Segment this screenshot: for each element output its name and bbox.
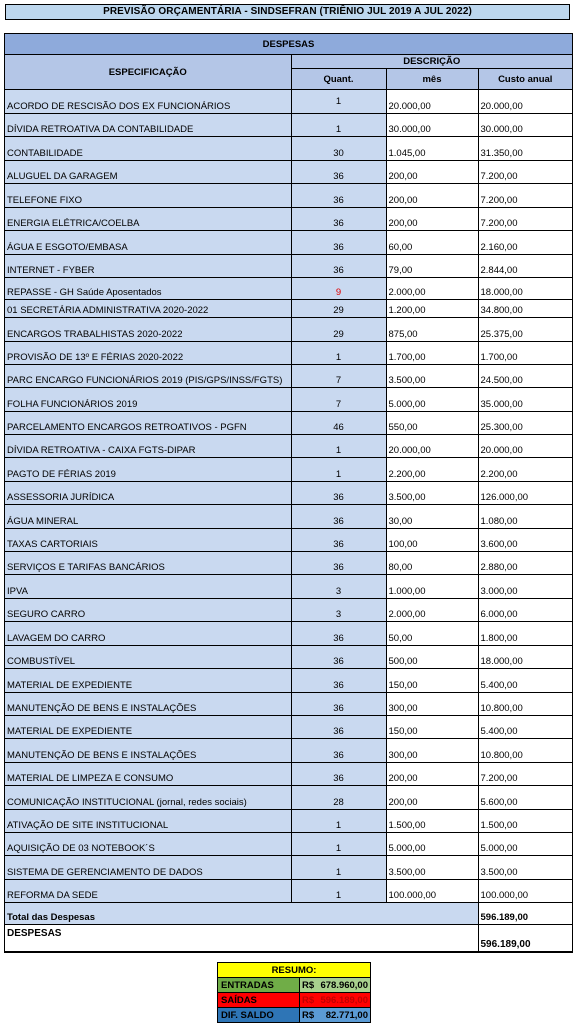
cell-mes: 100,00 [386,529,478,552]
cell-mes: 200,00 [386,763,478,786]
total-value: 596.189,00 [478,903,572,925]
cell-especificacao: LAVAGEM DO CARRO [5,622,291,646]
cell-custo-anual: 18.000,00 [478,278,572,300]
cell-quant: 36 [291,763,386,786]
cell-quant: 3 [291,575,386,599]
cell-quant: 29 [291,300,386,318]
cell-especificacao: COMBUSTÍVEL [5,646,291,669]
table-row [5,255,572,278]
col-header-custo: Custo anual [478,69,572,90]
cell-especificacao: AQUISIÇÃO DE 03 NOTEBOOK´S [5,833,291,856]
cell-custo-anual: 18.000,00 [478,646,572,669]
table-row [5,786,572,810]
expenses-table [4,33,573,953]
cell-custo-anual: 3.000,00 [478,575,572,599]
cell-especificacao: ASSESSORIA JURÍDICA [5,482,291,505]
table-row [5,318,572,342]
final-value: 596.189,00 [478,925,572,952]
cell-especificacao: TAXAS CARTORIAIS [5,529,291,552]
cell-especificacao: INTERNET - FYBER [5,255,291,278]
cell-mes: 3.500,00 [386,365,478,388]
table-row [5,184,572,208]
cell-mes: 20.000,00 [386,435,478,458]
table-row [5,693,572,716]
cell-quant: 36 [291,739,386,763]
cell-custo-anual: 1.700,00 [478,342,572,365]
cell-especificacao: MATERIAL DE LIMPEZA E CONSUMO [5,763,291,786]
cell-especificacao: ALUGUEL DA GARAGEM [5,161,291,184]
table-row [5,739,572,763]
cell-especificacao: PARCELAMENTO ENCARGOS RETROATIVOS - PGFN [5,412,291,435]
final-label: DESPESAS [5,925,478,952]
cell-mes: 3.500,00 [386,856,478,880]
table-row [5,599,572,622]
cell-mes: 1.500,00 [386,810,478,833]
table-row [5,231,572,255]
col-header-quant: Quant. [291,69,386,90]
cell-quant: 1 [291,833,386,856]
col-header-descricao: DESCRIÇÃO [291,55,572,69]
cell-custo-anual: 5.400,00 [478,716,572,739]
cell-mes: 5.000,00 [386,388,478,412]
cell-especificacao: ACORDO DE RESCISÃO DOS EX FUNCIONÁRIOS [5,90,291,114]
cell-mes: 20.000,00 [386,90,478,114]
cell-quant: 36 [291,716,386,739]
cell-mes: 50,00 [386,622,478,646]
cell-quant: 36 [291,622,386,646]
cell-quant: 36 [291,669,386,693]
cell-custo-anual: 1.500,00 [478,810,572,833]
table-row [5,114,572,137]
cell-custo-anual: 24.500,00 [478,365,572,388]
cell-custo-anual: 7.200,00 [478,763,572,786]
table-row [5,278,572,300]
cell-mes: 300,00 [386,693,478,716]
cell-especificacao: FOLHA FUNCIONÁRIOS 2019 [5,388,291,412]
cell-quant: 1 [291,856,386,880]
cell-mes: 1.700,00 [386,342,478,365]
entradas-currency: R$ [302,979,315,991]
cell-mes: 875,00 [386,318,478,342]
cell-mes: 500,00 [386,646,478,669]
cell-especificacao: IPVA [5,575,291,599]
cell-custo-anual: 2.880,00 [478,552,572,575]
cell-quant: 36 [291,505,386,529]
table-row [5,90,572,114]
cell-mes: 30,00 [386,505,478,529]
cell-quant: 1 [291,880,386,903]
table-row [5,365,572,388]
table-row [5,208,572,231]
cell-especificacao: SISTEMA DE GERENCIAMENTO DE DADOS [5,856,291,880]
cell-mes: 150,00 [386,669,478,693]
table-row [5,529,572,552]
cell-custo-anual: 5.000,00 [478,833,572,856]
cell-custo-anual: 7.200,00 [478,208,572,231]
table-row [5,137,572,161]
cell-mes: 80,00 [386,552,478,575]
table-row [5,342,572,365]
cell-quant: 28 [291,786,386,810]
summary-row-entradas [218,978,370,993]
cell-especificacao: MATERIAL DE EXPEDIENTE [5,716,291,739]
cell-especificacao: DÍVIDA RETROATIVA - CAIXA FGTS-DIPAR [5,435,291,458]
cell-quant: 46 [291,412,386,435]
saldo-currency: R$ [302,1009,315,1021]
cell-quant: 29 [291,318,386,342]
cell-quant: 7 [291,365,386,388]
cell-quant: 7 [291,388,386,412]
cell-custo-anual: 10.800,00 [478,693,572,716]
cell-custo-anual: 5.600,00 [478,786,572,810]
cell-custo-anual: 2.160,00 [478,231,572,255]
cell-mes: 30.000,00 [386,114,478,137]
table-row [5,763,572,786]
cell-custo-anual: 20.000,00 [478,90,572,114]
cell-especificacao: SEGURO CARRO [5,599,291,622]
cell-custo-anual: 30.000,00 [478,114,572,137]
cell-especificacao: PAGTO DE FÉRIAS 2019 [5,458,291,482]
cell-custo-anual: 7.200,00 [478,161,572,184]
cell-mes: 1.200,00 [386,300,478,318]
col-header-mes: mês [386,69,478,90]
table-row [5,669,572,693]
cell-custo-anual: 10.800,00 [478,739,572,763]
entradas-label: ENTRADAS [218,978,300,992]
cell-mes: 5.000,00 [386,833,478,856]
cell-custo-anual: 7.200,00 [478,184,572,208]
summary-row-saldo [218,1008,370,1022]
cell-mes: 1.000,00 [386,575,478,599]
cell-especificacao: MANUTENÇÃO DE BENS E INSTALAÇÕES [5,693,291,716]
saidas-currency: R$ [302,994,315,1006]
table-row [5,458,572,482]
page-title: PREVISÃO ORÇAMENTÁRIA - SINDSEFRAN (TRIÊNIO JUL 2019 A JUL 2022) [5,4,570,20]
cell-especificacao: REPASSE - GH Saúde Aposentados [5,278,291,300]
cell-mes: 100.000,00 [386,880,478,903]
saldo-label: DIF. SALDO [218,1008,300,1022]
cell-quant: 36 [291,529,386,552]
cell-especificacao: PARC ENCARGO FUNCIONÁRIOS 2019 (PIS/GPS/INSS/FGTS) [5,365,291,388]
cell-quant: 36 [291,184,386,208]
cell-mes: 3.500,00 [386,482,478,505]
cell-custo-anual: 100.000,00 [478,880,572,903]
cell-custo-anual: 6.000,00 [478,599,572,622]
cell-quant: 36 [291,482,386,505]
cell-especificacao: DÍVIDA RETROATIVA DA CONTABILIDADE [5,114,291,137]
cell-mes: 2.200,00 [386,458,478,482]
cell-quant: 3 [291,599,386,622]
table-row [5,646,572,669]
cell-custo-anual: 2.200,00 [478,458,572,482]
saldo-value: 82.771,00 [325,1009,368,1021]
cell-especificacao: 01 SECRETÁRIA ADMINISTRATIVA 2020-2022 [5,300,291,318]
cell-custo-anual: 126.000,00 [478,482,572,505]
cell-especificacao: COMUNICAÇÃO INSTITUCIONAL (jornal, redes sociais) [5,786,291,810]
cell-mes: 200,00 [386,161,478,184]
cell-especificacao: ATIVAÇÃO DE SITE INSTITUCIONAL [5,810,291,833]
cell-custo-anual: 31.350,00 [478,137,572,161]
cell-especificacao: PROVISÃO DE 13º E FÉRIAS 2020-2022 [5,342,291,365]
saidas-label: SAÍDAS [218,993,300,1007]
cell-quant: 1 [291,458,386,482]
cell-especificacao: ENERGIA ELÉTRICA/COELBA [5,208,291,231]
table-row [5,161,572,184]
table-row [5,482,572,505]
cell-especificacao: ÁGUA E ESGOTO/EMBASA [5,231,291,255]
cell-especificacao: CONTABILIDADE [5,137,291,161]
table-row [5,833,572,856]
table-row [5,505,572,529]
cell-quant: 9 [291,278,386,300]
cell-quant: 36 [291,231,386,255]
cell-custo-anual: 20.000,00 [478,435,572,458]
cell-mes: 550,00 [386,412,478,435]
cell-custo-anual: 1.080,00 [478,505,572,529]
cell-mes: 200,00 [386,786,478,810]
cell-mes: 200,00 [386,208,478,231]
cell-especificacao: ENCARGOS TRABALHISTAS 2020-2022 [5,318,291,342]
cell-custo-anual: 3.600,00 [478,529,572,552]
table-row [5,412,572,435]
table-row [5,435,572,458]
table-row [5,552,572,575]
total-label: Total das Despesas [5,903,478,925]
cell-especificacao: TELEFONE FIXO [5,184,291,208]
section-header: DESPESAS [5,34,572,55]
cell-custo-anual: 2.844,00 [478,255,572,278]
entradas-value: 678.960,00 [320,979,368,991]
saidas-value: 596.189,00 [320,994,368,1006]
cell-mes: 200,00 [386,184,478,208]
summary-box [217,962,371,1023]
cell-mes: 300,00 [386,739,478,763]
summary-row-saidas [218,993,370,1008]
cell-especificacao: MATERIAL DE EXPEDIENTE [5,669,291,693]
cell-custo-anual: 25.375,00 [478,318,572,342]
cell-mes: 1.045,00 [386,137,478,161]
cell-custo-anual: 5.400,00 [478,669,572,693]
cell-quant: 36 [291,208,386,231]
table-row [5,300,572,318]
summary-title: RESUMO: [218,963,370,978]
table-row [5,856,572,880]
cell-custo-anual: 34.800,00 [478,300,572,318]
cell-custo-anual: 3.500,00 [478,856,572,880]
table-row [5,622,572,646]
cell-especificacao: REFORMA DA SEDE [5,880,291,903]
cell-quant: 1 [291,810,386,833]
table-row [5,716,572,739]
cell-quant: 1 [291,342,386,365]
cell-quant: 36 [291,552,386,575]
table-row [5,388,572,412]
cell-quant: 36 [291,646,386,669]
cell-mes: 150,00 [386,716,478,739]
cell-quant: 36 [291,161,386,184]
cell-mes: 79,00 [386,255,478,278]
table-row [5,575,572,599]
cell-quant: 1 [291,90,386,114]
cell-quant: 1 [291,114,386,137]
cell-quant: 1 [291,435,386,458]
table-body [5,90,572,903]
cell-mes: 2.000,00 [386,599,478,622]
cell-quant: 36 [291,255,386,278]
col-header-especificacao: ESPECIFICAÇÃO [5,55,291,90]
cell-quant: 36 [291,693,386,716]
cell-especificacao: MANUTENÇÃO DE BENS E INSTALAÇÕES [5,739,291,763]
cell-mes: 2.000,00 [386,278,478,300]
cell-custo-anual: 25.300,00 [478,412,572,435]
cell-custo-anual: 35.000,00 [478,388,572,412]
table-row [5,810,572,833]
table-row [5,880,572,903]
cell-especificacao: ÁGUA MINERAL [5,505,291,529]
cell-mes: 60,00 [386,231,478,255]
cell-quant: 30 [291,137,386,161]
cell-especificacao: SERVIÇOS E TARIFAS BANCÁRIOS [5,552,291,575]
cell-custo-anual: 1.800,00 [478,622,572,646]
